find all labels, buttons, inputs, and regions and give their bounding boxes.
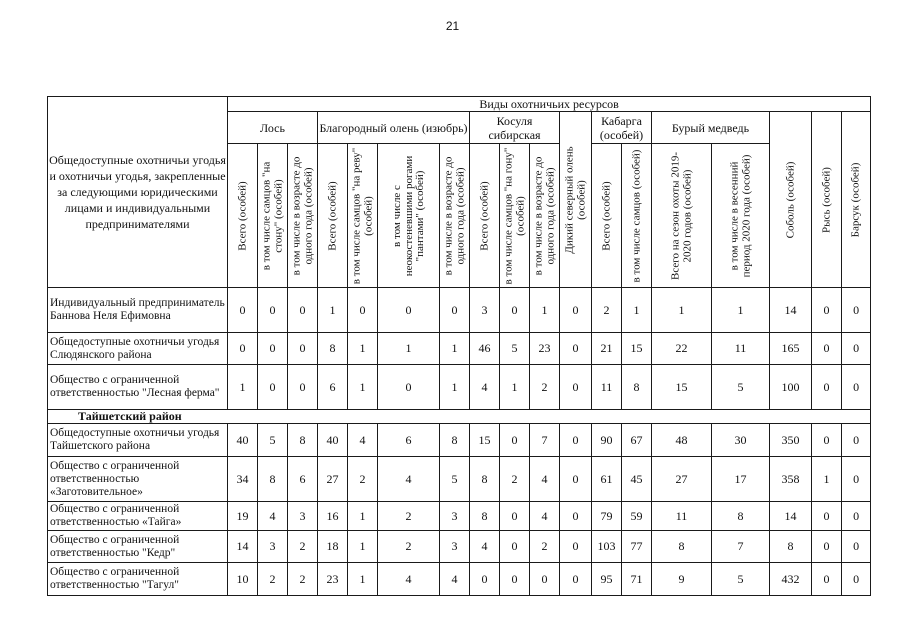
- value-cell: 0: [842, 424, 871, 457]
- value-cell: 0: [288, 365, 318, 410]
- value-cell: 1: [348, 333, 378, 365]
- value-cell: 2: [592, 288, 622, 333]
- value-cell: 30: [712, 424, 770, 457]
- sub-header: Всего (особей): [470, 144, 500, 288]
- value-cell: 0: [812, 531, 842, 563]
- value-cell: 7: [712, 531, 770, 563]
- value-cell: 0: [842, 333, 871, 365]
- org-name-cell: Индивидуальный предприниматель Баннова Неля Ефимовна: [48, 288, 228, 333]
- value-cell: 0: [812, 424, 842, 457]
- value-cell: 0: [842, 288, 871, 333]
- value-cell: 0: [842, 563, 871, 596]
- value-cell: 0: [842, 502, 871, 531]
- value-cell: 0: [258, 288, 288, 333]
- value-cell: 0: [378, 288, 440, 333]
- value-cell: 0: [440, 288, 470, 333]
- value-cell: 0: [812, 288, 842, 333]
- value-cell: 40: [228, 424, 258, 457]
- value-cell: 0: [470, 563, 500, 596]
- value-cell: 0: [500, 288, 530, 333]
- value-cell: 8: [440, 424, 470, 457]
- org-name-cell: Общество с ограниченной ответственностью "Кедр": [48, 531, 228, 563]
- value-cell: 2: [378, 502, 440, 531]
- value-cell: 2: [258, 563, 288, 596]
- sub-header: Всего на сезон охоты 2019-2020 годов (особей): [652, 144, 712, 288]
- resource-types-header: Виды охотничьих ресурсов: [228, 97, 871, 112]
- value-cell: 95: [592, 563, 622, 596]
- sub-header: в том числе в возрасте до одного года (особей): [288, 144, 318, 288]
- value-cell: 6: [288, 457, 318, 502]
- sub-header: Всего (особей): [318, 144, 348, 288]
- value-cell: 8: [318, 333, 348, 365]
- value-cell: 1: [500, 365, 530, 410]
- value-cell: 0: [288, 288, 318, 333]
- value-cell: 1: [530, 288, 560, 333]
- value-cell: 0: [500, 502, 530, 531]
- value-cell: 14: [770, 288, 812, 333]
- value-cell: 5: [258, 424, 288, 457]
- value-cell: 61: [592, 457, 622, 502]
- value-cell: 16: [318, 502, 348, 531]
- value-cell: 1: [348, 365, 378, 410]
- org-name-cell: Общество с ограниченной ответственностью «Заготовительное»: [48, 457, 228, 502]
- value-cell: 3: [440, 531, 470, 563]
- value-cell: 8: [652, 531, 712, 563]
- value-cell: 0: [530, 563, 560, 596]
- group-sobol: Соболь (особей): [770, 112, 812, 288]
- group-olen: Благородный олень (изюбрь): [318, 112, 470, 144]
- sub-header: в том числе самцов "на стону" (особей): [258, 144, 288, 288]
- org-name-cell: Общество с ограниченной ответственностью "Лесная ферма": [48, 365, 228, 410]
- value-cell: 19: [228, 502, 258, 531]
- value-cell: 8: [470, 457, 500, 502]
- sub-header: в том числе в возрасте до одного года (особей): [440, 144, 470, 288]
- sub-header: Всего (особей): [592, 144, 622, 288]
- value-cell: 2: [288, 563, 318, 596]
- value-cell: 4: [378, 563, 440, 596]
- value-cell: 2: [378, 531, 440, 563]
- value-cell: 34: [228, 457, 258, 502]
- value-cell: 5: [712, 563, 770, 596]
- value-cell: 4: [440, 563, 470, 596]
- value-cell: 0: [812, 563, 842, 596]
- org-name-cell: Общество с ограниченной ответственностью «Тайга»: [48, 502, 228, 531]
- org-name-cell: Общедоступные охотничьи угодья Тайшетского района: [48, 424, 228, 457]
- value-cell: 8: [470, 502, 500, 531]
- sub-header: в том числе самцов "на реву" (особей): [348, 144, 378, 288]
- table-row: [48, 424, 871, 457]
- value-cell: 1: [378, 333, 440, 365]
- hunting-resources-table: [47, 96, 871, 596]
- value-cell: 432: [770, 563, 812, 596]
- value-cell: 14: [228, 531, 258, 563]
- value-cell: 11: [592, 365, 622, 410]
- value-cell: 40: [318, 424, 348, 457]
- sub-header: в том числе самцов (особей): [622, 144, 652, 288]
- sub-header: в том числе с неокостеневшими рогами "пантами" (особей): [378, 144, 440, 288]
- value-cell: 77: [622, 531, 652, 563]
- value-cell: 1: [348, 502, 378, 531]
- value-cell: 103: [592, 531, 622, 563]
- table-row: [48, 457, 871, 502]
- value-cell: 0: [560, 502, 592, 531]
- value-cell: 0: [812, 333, 842, 365]
- group-kosulya: Косуля сибирская: [470, 112, 560, 144]
- group-dikiy: Дикий северный олень (особей): [560, 112, 592, 288]
- value-cell: 5: [440, 457, 470, 502]
- value-cell: 21: [592, 333, 622, 365]
- value-cell: 23: [318, 563, 348, 596]
- value-cell: 358: [770, 457, 812, 502]
- value-cell: 0: [500, 531, 530, 563]
- page-number: 21: [445, 19, 460, 33]
- value-cell: 3: [440, 502, 470, 531]
- value-cell: 4: [348, 424, 378, 457]
- value-cell: 165: [770, 333, 812, 365]
- value-cell: 23: [530, 333, 560, 365]
- value-cell: 2: [288, 531, 318, 563]
- value-cell: 59: [622, 502, 652, 531]
- value-cell: 0: [500, 424, 530, 457]
- value-cell: 0: [842, 531, 871, 563]
- group-los: Лось: [228, 112, 318, 144]
- group-rys: Рысь (особей): [812, 112, 842, 288]
- sub-header: в том числе в возрасте до одного года (особей): [530, 144, 560, 288]
- value-cell: 1: [712, 288, 770, 333]
- value-cell: 2: [348, 457, 378, 502]
- value-cell: 79: [592, 502, 622, 531]
- value-cell: 3: [288, 502, 318, 531]
- value-cell: 4: [530, 502, 560, 531]
- value-cell: 0: [228, 288, 258, 333]
- group-kabarga: Кабарга (особей): [592, 112, 652, 144]
- value-cell: 0: [560, 563, 592, 596]
- value-cell: 1: [440, 365, 470, 410]
- value-cell: 1: [652, 288, 712, 333]
- section-title: Тайшетский район: [48, 410, 871, 424]
- value-cell: 8: [258, 457, 288, 502]
- value-cell: 15: [622, 333, 652, 365]
- table-row: [48, 502, 871, 531]
- value-cell: 0: [288, 333, 318, 365]
- table-row: [48, 531, 871, 563]
- value-cell: 4: [470, 365, 500, 410]
- value-cell: 8: [770, 531, 812, 563]
- value-cell: 27: [652, 457, 712, 502]
- value-cell: 5: [712, 365, 770, 410]
- section-header: [48, 410, 871, 424]
- value-cell: 46: [470, 333, 500, 365]
- value-cell: 7: [530, 424, 560, 457]
- table-row: [48, 365, 871, 410]
- value-cell: 11: [712, 333, 770, 365]
- value-cell: 2: [530, 365, 560, 410]
- value-cell: 0: [228, 333, 258, 365]
- value-cell: 4: [470, 531, 500, 563]
- value-cell: 1: [228, 365, 258, 410]
- value-cell: 5: [500, 333, 530, 365]
- value-cell: 3: [258, 531, 288, 563]
- value-cell: 9: [652, 563, 712, 596]
- value-cell: 67: [622, 424, 652, 457]
- table-row: [48, 563, 871, 596]
- value-cell: 17: [712, 457, 770, 502]
- value-cell: 22: [652, 333, 712, 365]
- value-cell: 0: [258, 365, 288, 410]
- group-medved: Бурый медведь: [652, 112, 770, 144]
- value-cell: 10: [228, 563, 258, 596]
- org-name-cell: Общество с ограниченной ответственностью "Тагул": [48, 563, 228, 596]
- table-body-top: [48, 288, 871, 410]
- sub-header: в том числе в весенний период 2020 года (особей): [712, 144, 770, 288]
- value-cell: 71: [622, 563, 652, 596]
- table-row: [48, 333, 871, 365]
- value-cell: 2: [530, 531, 560, 563]
- value-cell: 8: [288, 424, 318, 457]
- value-cell: 90: [592, 424, 622, 457]
- group-barsuk: Барсук (особей): [842, 112, 871, 288]
- value-cell: 8: [622, 365, 652, 410]
- value-cell: 15: [652, 365, 712, 410]
- value-cell: 0: [560, 333, 592, 365]
- table-row: [48, 288, 871, 333]
- value-cell: 8: [712, 502, 770, 531]
- sub-header: в том числе самцов "на гону" (особей): [500, 144, 530, 288]
- value-cell: 4: [530, 457, 560, 502]
- value-cell: 1: [318, 288, 348, 333]
- value-cell: 0: [378, 365, 440, 410]
- value-cell: 14: [770, 502, 812, 531]
- value-cell: 1: [440, 333, 470, 365]
- value-cell: 2: [500, 457, 530, 502]
- value-cell: 0: [842, 365, 871, 410]
- value-cell: 0: [560, 365, 592, 410]
- value-cell: 0: [500, 563, 530, 596]
- value-cell: 0: [812, 502, 842, 531]
- value-cell: 4: [258, 502, 288, 531]
- value-cell: 350: [770, 424, 812, 457]
- value-cell: 0: [812, 365, 842, 410]
- value-cell: 0: [560, 457, 592, 502]
- value-cell: 0: [560, 288, 592, 333]
- value-cell: 100: [770, 365, 812, 410]
- value-cell: 4: [378, 457, 440, 502]
- value-cell: 0: [560, 531, 592, 563]
- value-cell: 0: [348, 288, 378, 333]
- value-cell: 27: [318, 457, 348, 502]
- sub-header: Всего (особей): [228, 144, 258, 288]
- value-cell: 15: [470, 424, 500, 457]
- value-cell: 1: [348, 563, 378, 596]
- value-cell: 1: [622, 288, 652, 333]
- org-column-header: Общедоступные охотничьи угодья и охотничьи угодья, закрепленные за следующими юридическими лицами и индивидуальными предпринимателями: [48, 97, 228, 288]
- table-body-bottom: [48, 424, 871, 596]
- value-cell: 1: [812, 457, 842, 502]
- value-cell: 1: [348, 531, 378, 563]
- value-cell: 0: [258, 333, 288, 365]
- value-cell: 45: [622, 457, 652, 502]
- value-cell: 48: [652, 424, 712, 457]
- value-cell: 0: [560, 424, 592, 457]
- value-cell: 6: [318, 365, 348, 410]
- value-cell: 18: [318, 531, 348, 563]
- value-cell: 3: [470, 288, 500, 333]
- value-cell: 0: [842, 457, 871, 502]
- org-name-cell: Общедоступные охотничьи угодья Слюдянского района: [48, 333, 228, 365]
- value-cell: 11: [652, 502, 712, 531]
- value-cell: 6: [378, 424, 440, 457]
